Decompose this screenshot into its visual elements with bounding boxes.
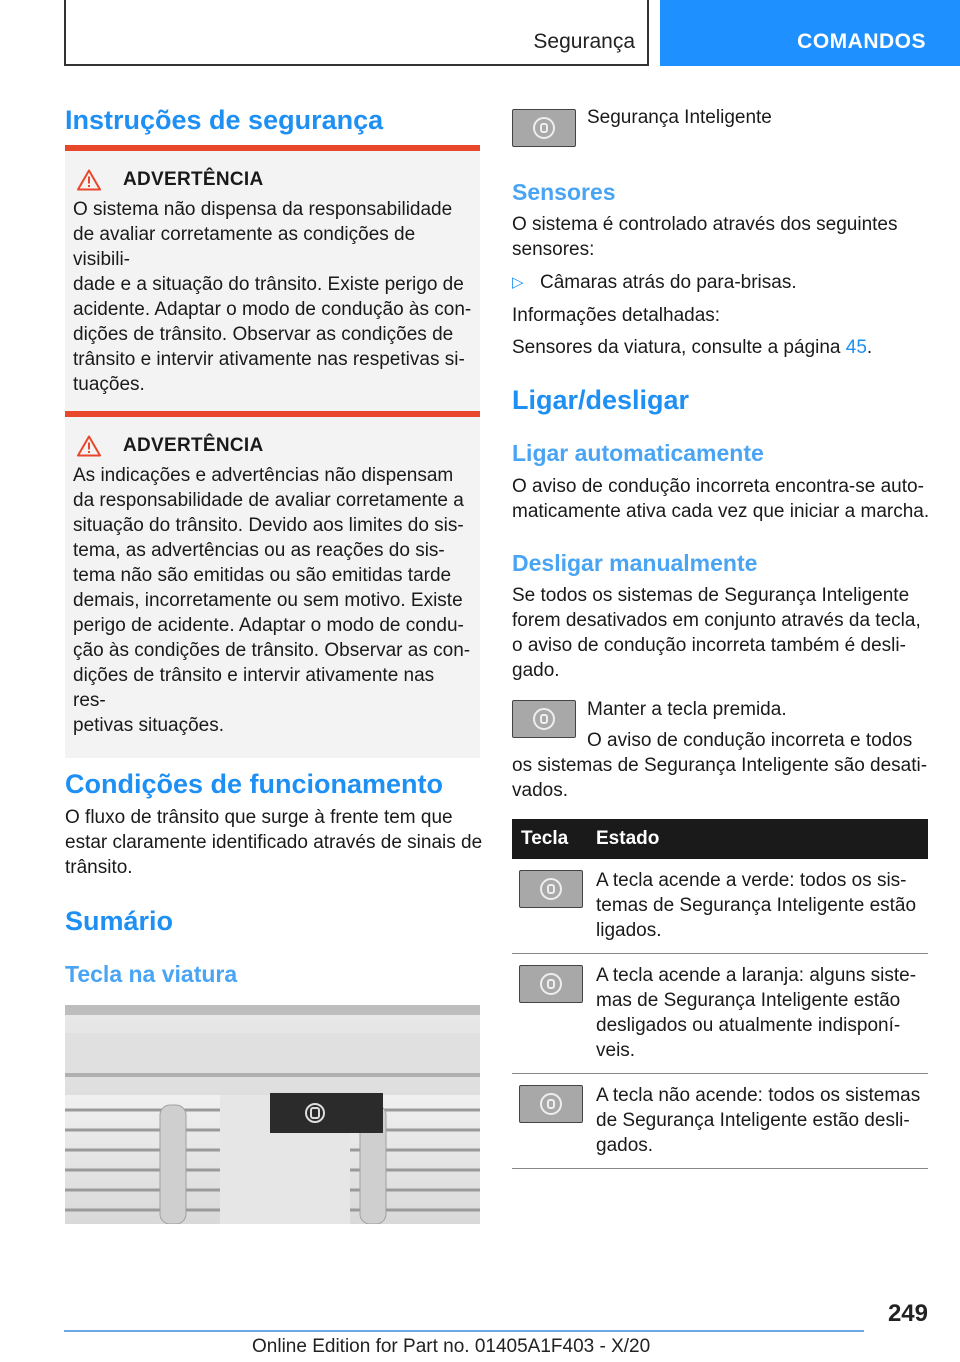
table-cell-status: A tecla acende a laranja: alguns siste- mas de Segurança Inteligente estão desligados ou atualmente indisponí- veis.	[596, 965, 917, 1061]
warning-text: As indicações e advertências não dispensam da responsabilidade de avaliar corretamente a situação do trânsito. Devido aos limites do sis- tema, as advertências ou as reações do sis- tema não são emitidas ou são emitidas tarde demais, incorretamente ou sem motivo. Existe perigo de acidente. Adaptar o modo de condu- ção às condições de trânsito. Observar as con- dições de trânsito e intervir ativamente nas res- petivas situações.	[73, 465, 471, 736]
vehicle-button-photo	[65, 1005, 480, 1224]
intelligent-safety-label: Segurança Inteligente	[587, 107, 772, 128]
table-cell-status: A tecla acende a verde: todos os sis- temas de Segurança Inteligente estão ligados.	[596, 870, 917, 941]
warning-label: ADVERTÊNCIA	[123, 169, 264, 190]
footer-edition-text: Online Edition for Part no. 01405A1F403 - X/20	[252, 1336, 651, 1357]
header-section-title: Segurança	[533, 30, 635, 53]
page-link-45[interactable]: 45	[845, 337, 867, 358]
key-status-table	[512, 819, 928, 1169]
sensor-bullet-item: ▷ Câmaras atrás do para-brisas.	[512, 272, 797, 293]
operating-conditions-text: O fluxo de trânsito que surge à frente tem que estar claramente identificado através de sinais de trânsito.	[65, 807, 483, 878]
key-green-icon	[519, 870, 583, 908]
page-number: 249	[887, 1300, 928, 1327]
table-header-status: Estado	[596, 828, 660, 849]
header-chapter-title: COMANDOS	[797, 30, 926, 53]
sensors-heading: Sensores	[512, 179, 616, 205]
operating-conditions-heading: Condições de funcionamento	[65, 769, 444, 799]
key-orange-icon	[519, 965, 583, 1003]
key-off-icon	[519, 1085, 583, 1123]
footer-divider	[64, 1330, 864, 1332]
key-in-vehicle-heading: Tecla na viatura	[65, 961, 238, 987]
table-row	[512, 1074, 928, 1169]
warning-triangle-icon	[77, 435, 101, 457]
table-header-key: Tecla	[521, 828, 569, 849]
safety-instructions-heading: Instruções de segurança	[65, 105, 384, 135]
intelligent-safety-key-icon	[512, 700, 576, 738]
manual-off-heading: Desligar manualmente	[512, 550, 758, 576]
table-cell-status: A tecla não acende: todos os sistemas de Segurança Inteligente estão desli- gados.	[596, 1085, 921, 1156]
table-row	[512, 954, 928, 1074]
table-row	[512, 859, 928, 954]
bullet-triangle-icon: ▷	[512, 274, 524, 291]
auto-on-text: O aviso de condução incorreta encontra-se auto- maticamente ativa cada vez que iniciar a marcha.	[512, 476, 930, 522]
header-chapter-tab	[660, 0, 960, 66]
warning-text: O sistema não dispensa da responsabilidade de avaliar corretamente as condições de visibili- dade e a situação do trânsito. Existe perigo de acidente. Adaptar o modo de condução às con- dições de trânsito. Observar as condições de trânsito e intervir ativamente nas respetivas si- tuações.	[73, 199, 472, 395]
auto-on-heading: Ligar automaticamente	[512, 440, 764, 466]
warning-triangle-icon	[77, 169, 101, 191]
on-off-heading: Ligar/desligar	[512, 385, 690, 415]
summary-heading: Sumário	[65, 906, 174, 936]
header-section-box	[64, 0, 649, 66]
warning-label: ADVERTÊNCIA	[123, 435, 264, 456]
manual-off-text: Se todos os sistemas de Segurança Inteligente forem desativados em conjunto através da tecla, o aviso de condução incorreta também é desli- gado.	[512, 585, 921, 681]
hold-key-result: O aviso de condução incorreta e todos	[587, 730, 913, 751]
details-label: Informações detalhadas:	[512, 305, 721, 326]
sensors-text: O sistema é controlado através dos seguintes sensores:	[512, 214, 898, 260]
dashboard-illustration	[65, 1005, 480, 1224]
table-header-row	[512, 819, 928, 859]
warning-box-1	[65, 145, 480, 417]
warning-box-2	[65, 411, 480, 758]
sensors-reference: Sensores da viatura, consulte a página 45.	[512, 337, 873, 358]
hold-key-text: Manter a tecla premida.	[587, 699, 787, 720]
hold-key-result-continued: os sistemas de Segurança Inteligente são desati- vados.	[512, 755, 928, 801]
intelligent-safety-key-icon	[512, 109, 576, 147]
